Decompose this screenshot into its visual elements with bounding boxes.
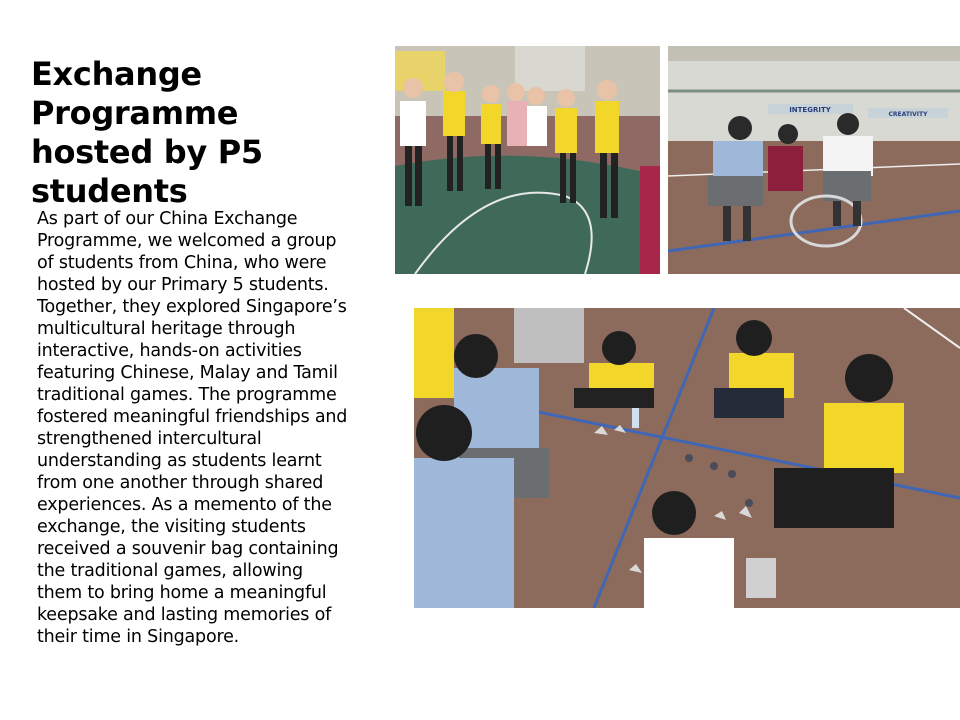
photo-students-five-stones	[414, 308, 960, 608]
photo2-banner-integrity: INTEGRITY	[789, 106, 831, 114]
photo-students-hoop-hall-image	[668, 46, 960, 274]
photo2-banner-creativity: CREATIVITY	[888, 111, 928, 118]
photo-students-playing-court-image	[395, 46, 660, 274]
slide-title: Exchange Programme hosted by P5 students	[31, 55, 263, 210]
photo-students-five-stones-image	[414, 308, 960, 608]
slide-body-text: As part of our China Exchange Programme, we welcomed a group of students from China, who were hosted by our Primary 5 students. Together, they explored Singapore’s multicultural heritage through interactive, hands-on activities featuring Chinese, Malay and Tamil traditional games. The programme fostered meaningful friendships and strengthened intercultural understanding as students learnt from one another through shared experiences. As a memento of the exchange, the visiting students received a souvenir bag containing the traditional games, allowing them to bring home a meaningful keepsake and lasting memories of their time in Singapore.	[37, 209, 348, 647]
photo-students-playing-court	[395, 46, 660, 274]
photo-students-hoop-hall	[668, 46, 960, 274]
